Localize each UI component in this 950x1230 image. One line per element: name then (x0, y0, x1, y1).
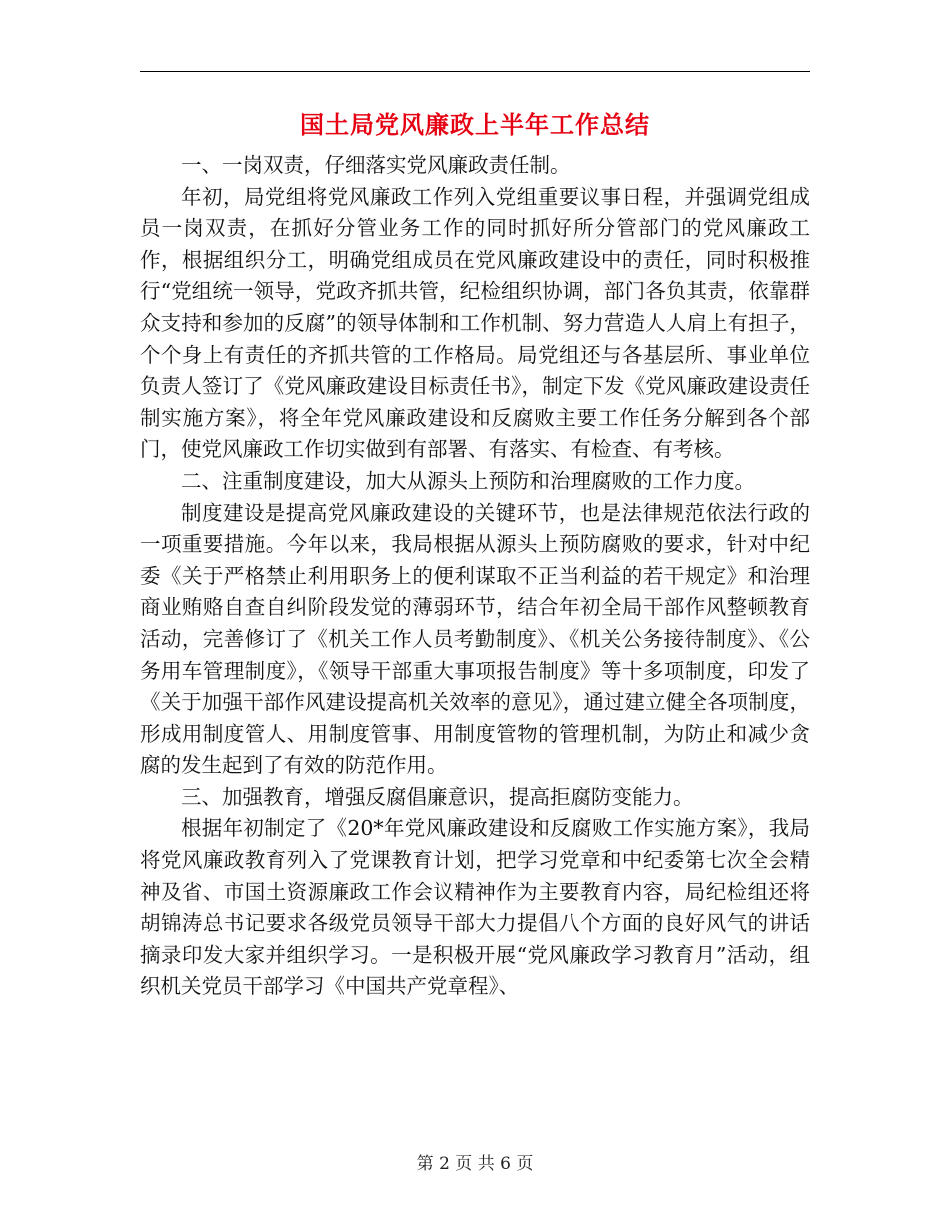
body-paragraph-1: 年初，局党组将党风廉政工作列入党组重要议事日程，并强调党组成员一岗双责，在抓好分管业务工作的同时抓好所分管部门的党风廉政工作，根据组织分工，明确党组成员在党风廉政建设中的责任，同时积极推行“党组统一领导，党政齐抓共管，纪检组织协调，部门各负其责，依靠群众支持和参加的反腐”的领导体制和工作机制、努力营造人人肩上有担子，个个身上有责任的齐抓共管的工作格局。局党组还与各基层所、事业单位负责人签订了《党风廉政建设目标责任书》，制定下发《党风廉政建设责任制实施方案》，将全年党风廉政建设和反腐败主要工作任务分解到各个部门，使党风廉政工作切实做到有部署、有落实、有检查、有考核。 (140, 184, 810, 462)
body-paragraph-3: 根据年初制定了《20*年党风廉政建设和反腐败工作实施方案》，我局将党风廉政教育列入了党课教育计划，把学习党章和中纪委第七次全会精神及省、市国土资源廉政工作会议精神作为主要教育内容，局纪检组还将胡锦涛总书记要求各级党员领导干部大力提倡八个方面的良好风气的讲话摘录印发大家并组织学习。一是积极开展“党风廉政学习教育月”活动，组织机关党员干部学习《中国共产党章程》、 (140, 816, 810, 999)
page-number-footer: 第 2 页 共 6 页 (416, 1154, 534, 1174)
body-paragraph-2: 制度建设是提高党风廉政建设的关键环节，也是法律规范依法行政的一项重要措施。今年以来，我局根据从源头上预防腐败的要求，针对中纪委《关于严格禁止利用职务上的便利谋取不正当利益的若干规定》和治理商业贿赂自查自纠阶段发觉的薄弱环节，结合年初全局干部作风整顿教育活动，完善修订了《机关工作人员考勤制度》、《机关公务接待制度》、《公务用车管理制度》，《领导干部重大事项报告制度》等十多项制度，印发了《关于加强干部作风建设提高机关效率的意见》，通过建立健全各项制度，形成用制度管人、用制度管事、用制度管物的管理机制，为防止和减少贪腐的发生起到了有效的防范作用。 (140, 500, 810, 778)
section-heading-3: 三、加强教育，增强反腐倡廉意识，提高拒腐防变能力。 (181, 784, 694, 809)
document-body (140, 150, 810, 1003)
section-heading-2: 二、注重制度建设，加大从源头上预防和治理腐败的工作力度。 (181, 468, 755, 493)
document-title: 国土局党风廉政上半年工作总结 (300, 110, 650, 139)
section-heading-1: 一、一岗双责，仔细落实党风廉政责任制。 (181, 153, 571, 177)
header-rule (140, 71, 810, 72)
